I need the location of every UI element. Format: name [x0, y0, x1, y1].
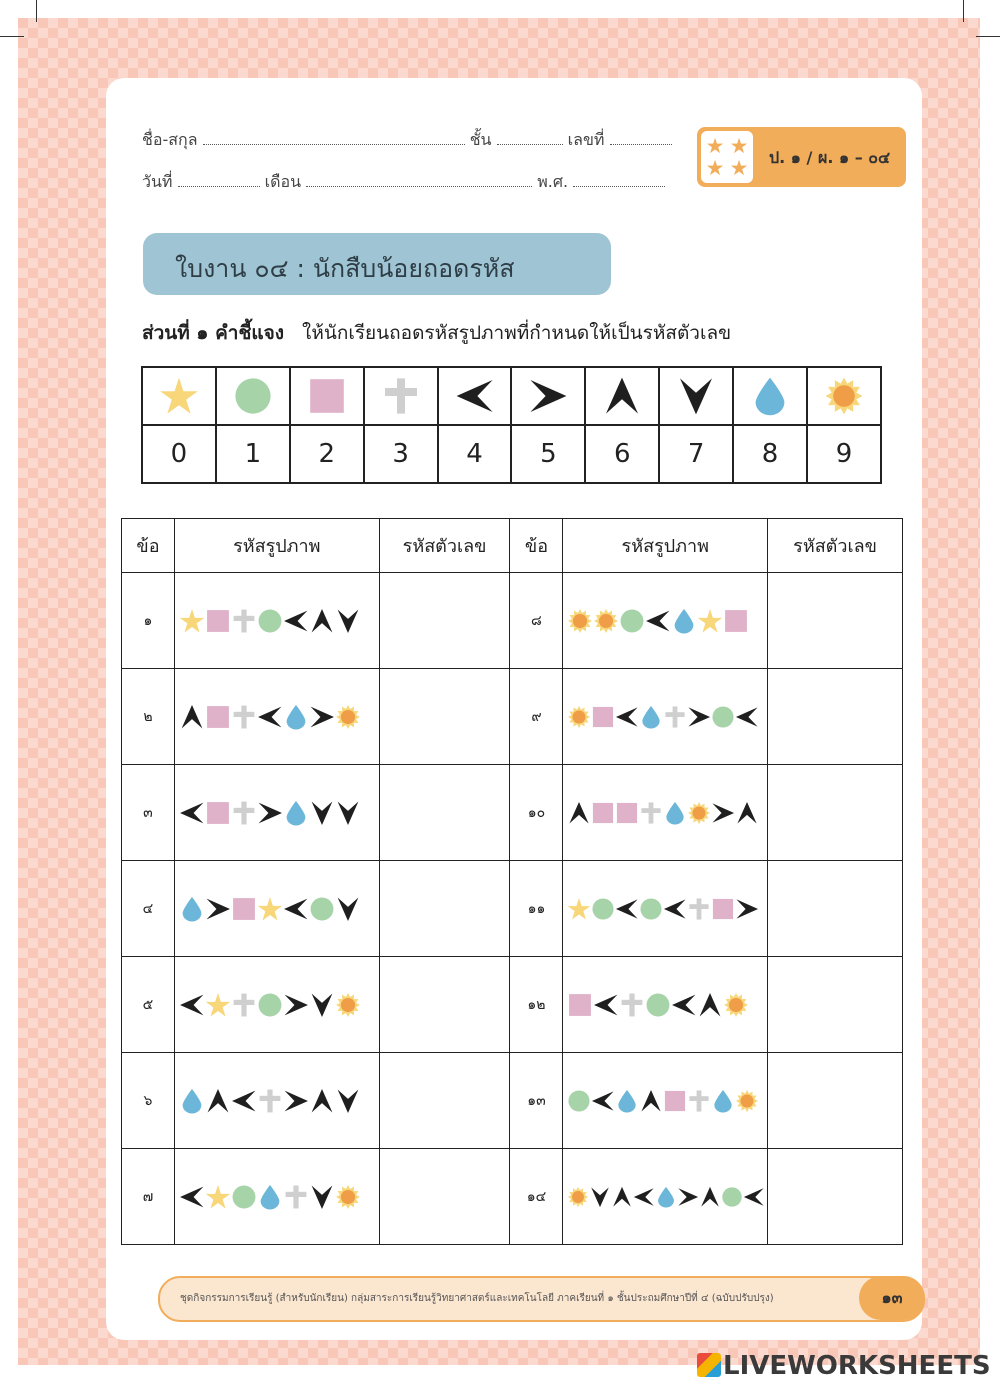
square-icon	[205, 608, 231, 634]
arrow-left-icon	[179, 992, 205, 1018]
arrow-down-icon	[309, 992, 335, 1018]
crop-mark	[36, 0, 37, 22]
arrow-down-icon	[335, 896, 361, 922]
square-icon	[231, 896, 257, 922]
crop-mark	[0, 36, 24, 37]
arrow-left-icon	[257, 704, 283, 730]
table-row	[122, 1149, 903, 1245]
picture-code-cell	[563, 573, 768, 669]
stars-icon: ★ ★ ★ ★	[701, 131, 753, 183]
number-label: เลขที่	[567, 130, 605, 149]
item-number: ๑๑	[510, 861, 563, 957]
key-symbol-cell	[438, 367, 512, 425]
table-row	[122, 765, 903, 861]
sun-icon	[335, 704, 361, 730]
badge-code: ป. ๑ / ผ. ๑ – ๐๔	[769, 148, 891, 167]
number-code-answer[interactable]	[379, 957, 510, 1053]
arrow-up-icon	[602, 376, 642, 416]
star-icon	[159, 376, 199, 416]
table-row	[122, 669, 903, 765]
key-symbol-cell	[511, 367, 585, 425]
cross-icon	[231, 992, 257, 1018]
drop-icon	[615, 1089, 639, 1113]
drop-icon	[283, 704, 309, 730]
grade-label: ชั้น	[469, 130, 492, 149]
arrow-up-icon	[735, 801, 759, 825]
instruction-text: ให้นักเรียนถอดรหัสรูปภาพที่กำหนดให้เป็นรหัสตัวเลข	[302, 322, 732, 344]
item-number: ๖	[122, 1053, 175, 1149]
footer-text: ชุดกิจกรรมการเรียนรู้ (สำหรับนักเรียน) กลุ่มสาระการเรียนรู้วิทยาศาสตร์และเทคโนโลยี ภาคเรียนที่ ๑ ชั้นประถมศึกษาปีที่ ๔ (ฉบับปรับปรุง)	[180, 1293, 774, 1304]
key-digit-row	[142, 425, 881, 483]
number-code-answer[interactable]	[768, 573, 903, 669]
instruction-part: ส่วนที่ ๑ คำชี้แจง	[142, 322, 284, 344]
name-field[interactable]	[203, 132, 465, 145]
square-icon	[711, 897, 735, 921]
circle-icon	[619, 608, 645, 634]
brand-logo	[697, 1351, 991, 1381]
arrow-left-icon	[743, 1186, 765, 1208]
arrow-left-icon	[645, 608, 671, 634]
picture-code-cell	[563, 669, 768, 765]
sun-icon	[824, 376, 864, 416]
cross-icon	[231, 608, 257, 634]
circle-icon	[645, 992, 671, 1018]
number-code-answer[interactable]	[379, 861, 510, 957]
item-number: ๒	[122, 669, 175, 765]
picture-code-cell	[563, 861, 768, 957]
square-icon	[205, 704, 231, 730]
arrow-up-icon	[309, 1088, 335, 1114]
drop-icon	[711, 1089, 735, 1113]
picture-code-cell	[174, 1053, 379, 1149]
column-header: รหัสตัวเลข	[768, 519, 903, 573]
key-symbol-cell	[216, 367, 290, 425]
arrow-up-icon	[697, 992, 723, 1018]
square-icon	[615, 801, 639, 825]
circle-icon	[309, 896, 335, 922]
arrow-down-icon	[309, 800, 335, 826]
item-number: ๔	[122, 861, 175, 957]
star-icon	[697, 608, 723, 634]
crop-mark	[963, 0, 964, 22]
item-number: ๘	[510, 573, 563, 669]
month-label: เดือน	[264, 172, 302, 191]
key-digit: 6	[585, 425, 659, 483]
arrow-left-icon	[179, 800, 205, 826]
circle-icon	[591, 897, 615, 921]
picture-code-cell	[174, 861, 379, 957]
picture-code-cell	[174, 669, 379, 765]
item-number: ๓	[122, 765, 175, 861]
code-key-table	[141, 366, 882, 484]
arrow-up-icon	[179, 704, 205, 730]
circle-icon	[257, 992, 283, 1018]
arrow-right-icon	[283, 992, 309, 1018]
footer-bar	[158, 1276, 925, 1322]
page-number: ๑๓	[859, 1276, 925, 1320]
arrow-down-icon	[676, 376, 716, 416]
arrow-left-icon	[179, 1184, 205, 1210]
key-symbol-cell	[290, 367, 364, 425]
cross-icon	[257, 1088, 283, 1114]
number-code-answer[interactable]	[768, 1053, 903, 1149]
circle-icon	[233, 376, 273, 416]
key-symbol-cell	[733, 367, 807, 425]
crop-mark	[976, 36, 1000, 37]
brand-text: LIVEWORKSHEETS	[723, 1351, 991, 1381]
key-digit: 8	[733, 425, 807, 483]
drop-icon	[671, 608, 697, 634]
instruction	[142, 318, 731, 348]
square-icon	[591, 705, 615, 729]
table-row	[122, 573, 903, 669]
drop-icon	[179, 896, 205, 922]
cross-icon	[283, 1184, 309, 1210]
key-symbol-cell	[585, 367, 659, 425]
cross-icon	[231, 800, 257, 826]
number-code-answer[interactable]	[379, 1149, 510, 1245]
decode-table	[121, 518, 903, 1245]
circle-icon	[639, 897, 663, 921]
header-row-2	[142, 170, 665, 195]
drop-icon	[750, 376, 790, 416]
number-code-answer[interactable]	[768, 1149, 903, 1245]
table-header-row	[122, 519, 903, 573]
star-icon	[567, 897, 591, 921]
level-badge	[697, 127, 906, 187]
cross-icon	[231, 704, 257, 730]
drop-icon	[655, 1186, 677, 1208]
arrow-left-icon	[615, 705, 639, 729]
sun-icon	[593, 608, 619, 634]
key-digit: 9	[807, 425, 881, 483]
arrow-down-icon	[335, 608, 361, 634]
key-digit: 2	[290, 425, 364, 483]
sun-icon	[567, 608, 593, 634]
square-icon	[723, 608, 749, 634]
picture-code-cell	[563, 1053, 768, 1149]
drop-icon	[283, 800, 309, 826]
table-row	[122, 861, 903, 957]
sun-icon	[687, 801, 711, 825]
circle-icon	[721, 1186, 743, 1208]
arrow-right-icon	[711, 801, 735, 825]
number-code-answer[interactable]	[379, 669, 510, 765]
cross-icon	[687, 1089, 711, 1113]
item-number: ๑	[122, 573, 175, 669]
column-header: รหัสรูปภาพ	[174, 519, 379, 573]
key-digit: 1	[216, 425, 290, 483]
arrow-right-icon	[528, 376, 568, 416]
number-code-answer[interactable]	[768, 669, 903, 765]
sun-icon	[335, 1184, 361, 1210]
column-header: รหัสรูปภาพ	[563, 519, 768, 573]
arrow-left-icon	[593, 992, 619, 1018]
cross-icon	[687, 897, 711, 921]
arrow-right-icon	[687, 705, 711, 729]
year-label: พ.ศ.	[537, 172, 569, 191]
arrow-down-icon	[589, 1186, 611, 1208]
table-row	[122, 1053, 903, 1149]
star-icon	[205, 1184, 231, 1210]
sun-icon	[723, 992, 749, 1018]
circle-icon	[231, 1184, 257, 1210]
drop-icon	[663, 801, 687, 825]
key-digit: 5	[511, 425, 585, 483]
item-number: ๑๔	[510, 1149, 563, 1245]
column-header: รหัสตัวเลข	[379, 519, 510, 573]
star-icon	[257, 896, 283, 922]
number-code-answer[interactable]	[768, 957, 903, 1053]
key-symbol-cell	[142, 367, 216, 425]
item-number: ๑๒	[510, 957, 563, 1053]
arrow-up-icon	[611, 1186, 633, 1208]
square-icon	[591, 801, 615, 825]
number-code-answer[interactable]	[379, 1053, 510, 1149]
star-icon	[179, 608, 205, 634]
picture-code-cell	[174, 573, 379, 669]
circle-icon	[257, 608, 283, 634]
item-number: ๙	[510, 669, 563, 765]
key-digit: 3	[364, 425, 438, 483]
arrow-right-icon	[735, 897, 759, 921]
arrow-left-icon	[633, 1186, 655, 1208]
column-header: ข้อ	[122, 519, 175, 573]
year-field[interactable]	[573, 174, 665, 187]
circle-icon	[711, 705, 735, 729]
cross-icon	[381, 376, 421, 416]
arrow-up-icon	[309, 608, 335, 634]
arrow-left-icon	[231, 1088, 257, 1114]
arrow-left-icon	[671, 992, 697, 1018]
arrow-down-icon	[309, 1184, 335, 1210]
square-icon	[567, 992, 593, 1018]
arrow-left-icon	[615, 897, 639, 921]
number-code-answer[interactable]	[768, 765, 903, 861]
item-number: ๗	[122, 1149, 175, 1245]
arrow-left-icon	[283, 608, 309, 634]
day-field[interactable]	[178, 174, 260, 187]
picture-code-cell	[174, 1149, 379, 1245]
worksheet-title-box	[143, 233, 611, 295]
drop-icon	[639, 705, 663, 729]
drop-icon	[179, 1088, 205, 1114]
key-symbol-cell	[659, 367, 733, 425]
drop-icon	[257, 1184, 283, 1210]
arrow-right-icon	[309, 704, 335, 730]
arrow-up-icon	[205, 1088, 231, 1114]
arrow-left-icon	[455, 376, 495, 416]
arrow-left-icon	[663, 897, 687, 921]
arrow-left-icon	[283, 896, 309, 922]
sun-icon	[567, 1186, 589, 1208]
arrow-up-icon	[699, 1186, 721, 1208]
item-number: ๕	[122, 957, 175, 1053]
sun-icon	[335, 992, 361, 1018]
table-row	[122, 957, 903, 1053]
arrow-down-icon	[335, 800, 361, 826]
picture-code-cell	[563, 765, 768, 861]
arrow-right-icon	[257, 800, 283, 826]
liveworksheets-icon	[697, 1353, 721, 1377]
cross-icon	[619, 992, 645, 1018]
arrow-down-icon	[335, 1088, 361, 1114]
square-icon	[307, 376, 347, 416]
key-digit: 4	[438, 425, 512, 483]
key-symbol-row	[142, 367, 881, 425]
worksheet-title: ใบงาน ๐๔ : นักสืบน้อยถอดรหัส	[175, 254, 515, 283]
column-header: ข้อ	[510, 519, 563, 573]
square-icon	[663, 1089, 687, 1113]
star-icon	[205, 992, 231, 1018]
grade-field[interactable]	[497, 132, 563, 145]
picture-code-cell	[174, 765, 379, 861]
arrow-up-icon	[639, 1089, 663, 1113]
arrow-right-icon	[677, 1186, 699, 1208]
picture-code-cell	[563, 1149, 768, 1245]
name-label: ชื่อ-สกุล	[142, 130, 198, 149]
number-code-answer[interactable]	[379, 573, 510, 669]
cross-icon	[639, 801, 663, 825]
item-number: ๑๐	[510, 765, 563, 861]
picture-code-cell	[174, 957, 379, 1053]
arrow-right-icon	[283, 1088, 309, 1114]
square-icon	[205, 800, 231, 826]
sun-icon	[735, 1089, 759, 1113]
arrow-up-icon	[567, 801, 591, 825]
item-number: ๑๓	[510, 1053, 563, 1149]
day-label: วันที่	[142, 172, 173, 191]
key-symbol-cell	[364, 367, 438, 425]
number-field[interactable]	[610, 132, 672, 145]
number-code-answer[interactable]	[768, 861, 903, 957]
number-code-answer[interactable]	[379, 765, 510, 861]
picture-code-cell	[563, 957, 768, 1053]
arrow-left-icon	[591, 1089, 615, 1113]
key-symbol-cell	[807, 367, 881, 425]
arrow-right-icon	[205, 896, 231, 922]
key-digit: 7	[659, 425, 733, 483]
header-row-1	[142, 128, 672, 153]
cross-icon	[663, 705, 687, 729]
circle-icon	[567, 1089, 591, 1113]
key-digit: 0	[142, 425, 216, 483]
arrow-left-icon	[735, 705, 759, 729]
sun-icon	[567, 705, 591, 729]
month-field[interactable]	[306, 174, 532, 187]
